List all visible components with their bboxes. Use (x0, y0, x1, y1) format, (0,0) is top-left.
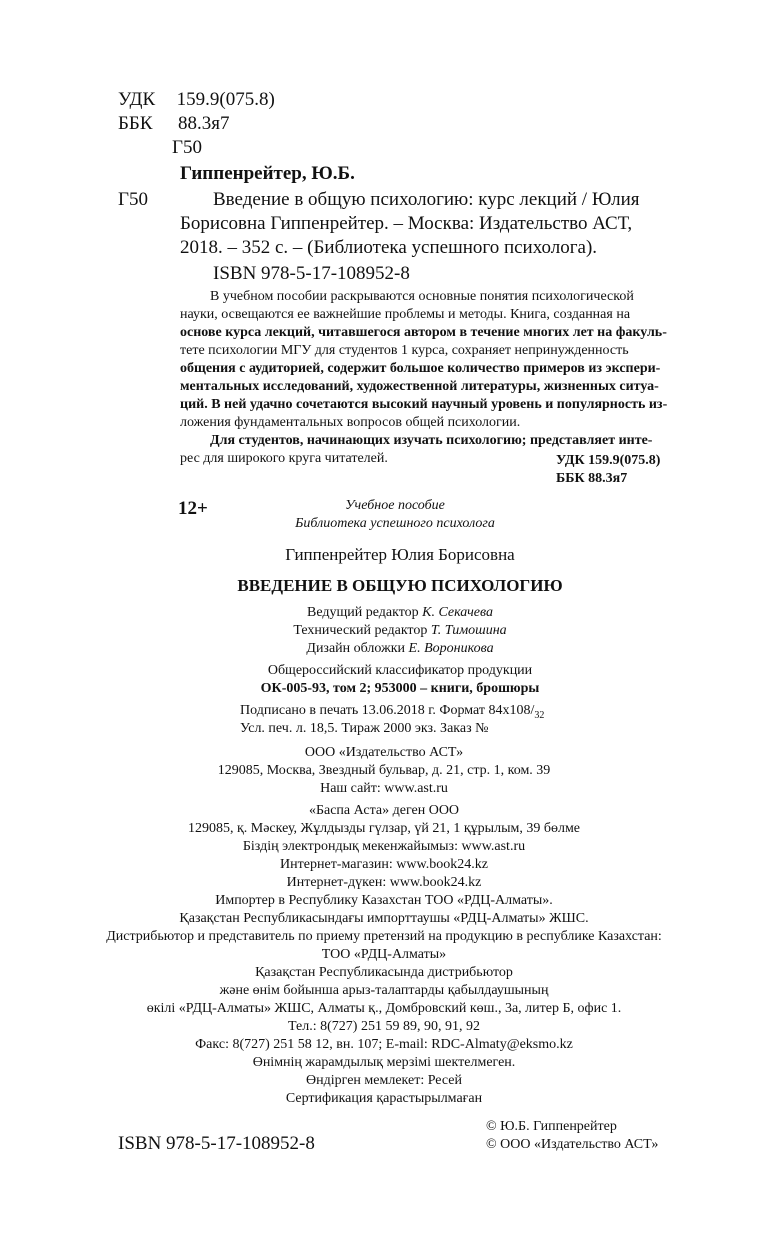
udk-value: 159.9(075.8) (176, 89, 275, 110)
udk-line (118, 88, 275, 112)
author-code: Г50 (172, 137, 202, 158)
annotation-line: общения с аудиторией, содержит большое количество примеров из экспери- (180, 361, 661, 376)
kz-line: Біздің электрондық мекенжайымыз: www.ast.ru (242, 839, 526, 854)
age-rating: 12+ (178, 498, 208, 519)
kz-line: Өнімнің жарамдылық мерзімі шектелмеген. (252, 1055, 516, 1070)
annotation-line: Для студентов, начинающих изучать психологию; представляет инте- (210, 433, 653, 448)
kz-line: Өндірген мемлекет: Ресей (306, 1073, 462, 1088)
kz-line: және өнім бойынша арыз-талаптарды қабылдаушының (219, 983, 549, 998)
kz-line: Интернет-дүкен: www.book24.kz (286, 875, 482, 890)
author-heading: Гиппенрейтер, Ю.Б. (180, 163, 355, 184)
kz-line: өкілі «РДЦ-Алматы» ЖШС, Алматы қ., Домбровский көш., 3а, литер Б, офис 1. (146, 1001, 622, 1016)
cover-designer-label: Дизайн обложки (306, 641, 406, 656)
annotation-line: рес для широкого круга читателей. (180, 451, 388, 466)
annotation-line: ложения фундаментальных вопросов общей психологии. (180, 415, 521, 430)
annotation-line: ментальных исследований, художественной литературы, жизненных ситуа- (180, 379, 659, 394)
copyright-author: © Ю.Б. Гиппенрейтер (486, 1119, 617, 1134)
isbn-header: ISBN 978-5-17-108952-8 (213, 263, 410, 284)
bbk-label: ББК (118, 113, 153, 134)
classifier-line-1: Общероссийский классификатор продукции (267, 663, 533, 678)
series-name: Библиотека успешного психолога (295, 516, 495, 531)
kz-line: ТОО «РДЦ-Алматы» (321, 947, 447, 962)
isbn-footer: ISBN 978-5-17-108952-8 (118, 1133, 315, 1154)
tech-editor-label: Технический редактор (293, 623, 428, 638)
citation-line-1: Введение в общую психологию: курс лекций / Юлия (213, 189, 640, 210)
lead-editor (200, 604, 600, 622)
bbk-value: 88.3я7 (178, 113, 230, 134)
copyright-publisher: © ООО «Издательство АСТ» (486, 1137, 659, 1152)
publisher-address: 129085, Москва, Звездный бульвар, д. 21, стр. 1, ком. 39 (217, 763, 551, 778)
annotation-line: ций. В ней удачно сочетаются высокий научный уровень и популярность из- (180, 397, 668, 412)
kz-line: «Баспа Аста» деген ООО (308, 803, 460, 818)
kz-line: Факс: 8(727) 251 58 12, вн. 107; E-mail: RDC-Almaty@eksmo.kz (195, 1037, 573, 1052)
annotation (180, 288, 676, 468)
udk-label: УДК (118, 89, 156, 110)
print-info-line-2: Усл. печ. л. 18,5. Тираж 2000 экз. Заказ № (240, 721, 489, 736)
kz-line: Қазақстан Республикасында дистрибьютор (255, 965, 513, 980)
book-title: ВВЕДЕНИЕ В ОБЩУЮ ПСИХОЛОГИЮ (237, 576, 563, 595)
kz-line: Сертификация қарастырылмаған (285, 1091, 483, 1106)
cover-designer-name: Е. Вороникова (408, 641, 494, 656)
series-type: Учебное пособие (345, 498, 445, 513)
annotation-bbk: ББК 88.3я7 (556, 471, 628, 486)
bbk-line (118, 112, 230, 136)
kz-line: 129085, қ. Мәскеу, Жұлдызды гүлзар, үй 21, 1 құрылым, 39 бөлме (187, 821, 581, 836)
author-full-name: Гиппенрейтер Юлия Борисовна (285, 545, 515, 564)
annotation-line: тете психологии МГУ для студентов 1 курса, сохраняет непринужденность (180, 343, 629, 358)
publisher-name: ООО «Издательство АСТ» (304, 745, 464, 760)
annotation-line: В учебном пособии раскрываются основные понятия психологической (210, 289, 634, 304)
tech-editor-name: Т. Тимошина (430, 623, 507, 638)
lead-editor-label: Ведущий редактор (306, 605, 419, 620)
author-code-side: Г50 (118, 189, 148, 210)
kz-line: Тел.: 8(727) 251 59 89, 90, 91, 92 (288, 1019, 480, 1034)
citation-line-3: 2018. – 352 с. – (Библиотека успешного психолога). (180, 237, 598, 258)
kz-line: Дистрибьютор и представитель по приему претензий на продукцию в республике Казахстан: (106, 929, 662, 944)
cover-designer (200, 640, 600, 658)
publisher-site: Наш сайт: www.ast.ru (320, 781, 448, 796)
print-info-text: Подписано в печать 13.06.2018 г. Формат 84x108/ (240, 703, 535, 718)
tech-editor (200, 622, 600, 640)
format-fraction: 32 (534, 709, 545, 721)
lead-editor-name: К. Секачева (422, 605, 493, 620)
annotation-line: науки, освещаются ее важнейшие проблемы и методы. Книга, созданная на (180, 307, 631, 322)
annotation-line: основе курса лекций, читавшегося автором в течение многих лет на факуль- (180, 325, 667, 340)
annotation-udk: УДК 159.9(075.8) (556, 453, 661, 468)
citation-line-2: Борисовна Гиппенрейтер. – Москва: Издательство АСТ, (180, 213, 633, 234)
classifier-line-2: ОК-005-93, том 2; 953000 – книги, брошюры (260, 681, 540, 696)
kz-line: Қазақстан Республикасындағы импорттаушы «РДЦ-Алматы» ЖШС. (179, 911, 589, 926)
kz-line: Интернет-магазин: www.book24.kz (280, 857, 488, 872)
kz-line: Импортер в Республику Казахстан ТОО «РДЦ-Алматы». (215, 893, 553, 908)
